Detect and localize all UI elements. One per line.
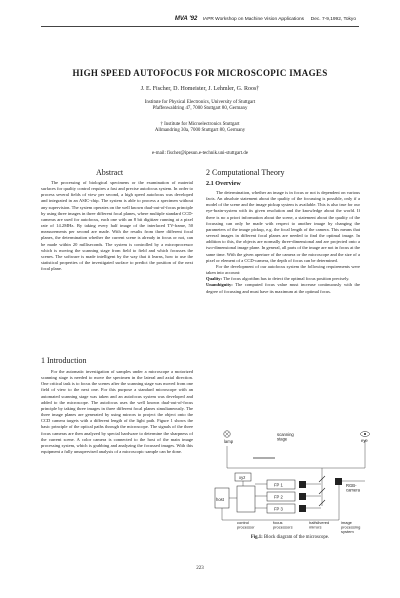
page-number: 223 <box>196 566 204 571</box>
section2-heading: 2 Computational Theory <box>206 168 285 177</box>
figure-label-line: processors <box>273 524 293 530</box>
running-header <box>175 16 356 22</box>
figure-label-line: mirrors <box>309 524 322 530</box>
control-processor-label: control processor <box>237 520 255 530</box>
figure-label-line: processing <box>341 524 361 530</box>
eye-pupil <box>364 433 366 435</box>
abstract-body <box>41 180 193 272</box>
quality-text: The focus algorithm has to detect the optimal focus position precisely. <box>223 276 350 282</box>
affiliation-2-line-1: † Institute for Microelectronics Stuttgart <box>160 122 240 127</box>
figure-label-line: camera <box>346 487 360 493</box>
rgb-camera-icon <box>335 478 342 485</box>
venue-full: IAPR Workshop on Machine Vision Applications <box>202 17 305 22</box>
affiliation-1 <box>0 100 400 113</box>
figure-caption-text: Block diagram of the microscope. <box>263 535 330 540</box>
xyz-label: xyz <box>239 475 246 480</box>
eye-label: eye <box>361 438 368 443</box>
affiliation-1-line-1: Institute for Physical Electronics, University of Stuttgart <box>144 100 256 105</box>
affiliation-1-line-2: Pfaffenwaldring 47, 7000 Stuttgart 80, Germany <box>152 106 248 112</box>
control-processor-box <box>237 486 255 512</box>
abstract-heading: Abstract <box>96 168 124 177</box>
header-rule <box>41 26 359 27</box>
section2-body <box>206 190 360 295</box>
host-label: host <box>216 497 224 502</box>
paper-authors: J. E. Fischer, D. Homeister, J. Lehmler, G. Roos† <box>140 86 260 92</box>
quality-label: Quality: <box>206 276 223 282</box>
venue-short: MVA '92 <box>174 16 198 22</box>
introduction-text: For the automatic investigation of samples under a microscope a motorized scanning stage is needed to move the specimen in the lateral and axial direction. One critical task is to focus the scenes after the scanning stage was moved from one field of view to the next one. For this purpose a standard microscope with an automated scanning stage was taken and an autofocus system was developed and added to the microscope. The autofocus uses the well known dual-out-of-focus principle by taking three images in three different focal planes simultaneously. The three image planes are generated by using mirrors to project the object onto the CCD camera targets with a different length of the light path. Figure 1 shows the basic principle of the optical paths through the microscope. The signals of the three focus cameras are then analyzed by special hardware to determine the sharpness of the current scene. A color camera is connected to the host of the main image processing system, which is grabbing and analyzing the focussed images. With this equipment a fully unsupervised analysis of a microscopic sample can be done. <box>41 369 193 455</box>
image-processing-label: image processing system <box>341 520 361 534</box>
fp2-label: FP 2 <box>274 494 283 500</box>
section2-subheading: 2.1 Overview <box>206 180 241 187</box>
introduction-heading: 1 Introduction <box>41 356 87 365</box>
focus-camera-1 <box>299 481 306 488</box>
section2-para1: The determination, whether an image is in focus or not is dependent on various facts. An absolute statement about the quality of the focussing is possible, only if a model of the scene and the image pickup system is available. This is also true for our eye-brain-system with its given resolution and the knowledge about the world. If there is no a priori information about the scene, a statement about the quality of the focussing can only be made with respect to another image by changing the parameters of the image pickup, e.g. the focal length of the camera. This means that several images in different focal planes are needed to find the optimal image. In addition to this, the objects are normally three-dimensional and are projected onto a two-dimensional image plane. In general, all parts of the image are not in focus at the same time. With the given aperture of the camera or the microscope and the size of a pixel or element of a CCD-camera, the depth of focus can be determined. <box>206 190 360 263</box>
figure-caption-number: Fig.1: <box>250 535 263 540</box>
figure-1 <box>213 428 373 534</box>
rgb-camera-label: RGB- camera <box>346 483 360 493</box>
fp3-label: FP 3 <box>274 506 283 512</box>
figure-caption <box>205 535 375 540</box>
figure-label-line: processor <box>237 524 255 530</box>
paper-title: HIGH SPEED AUTOFOCUS FOR MICROSCOPIC IMAGES <box>72 68 328 78</box>
focus-processors-label: focus processors <box>273 520 293 530</box>
focus-camera-2 <box>299 493 306 500</box>
figure-label-line: system <box>341 528 354 534</box>
halfsilvered-mirrors-label: halfsilvered mirrors <box>309 520 330 530</box>
unambiguity-text: The computed focus value must increase continuously with the degree of focussing and must have its maximum at the optimal focus. <box>206 282 360 294</box>
venue-date-place: Dec. 7-9,1992, Tokyo <box>310 17 356 22</box>
abstract-text: The processing of biological specimens or the examination of material surfaces for quality control requires a fast and precise autofocus system. In order to process several fields of view per second, a high speed autofocus was developed and integrated in an ASIC-chip. The system is able to process a specimen without any supervision. The system operates on the well known dual-out-of-focus principle by using three images in three different focal planes, where multiple standard CCD-cameras are used for autofocus, each one with an 8 bit digitizer running at a pixel rate of 14.2MHz. By taking every half image of the interlaced TV-frame, 50 measurements per second are made. With the results from three different focal planes, the determination whether the current scene is already in focus or not, can be made within 20 milliseconds. The system is controlled by a microprocessor which is moving the scanning stage from field to field and which focusses the scenes. The software is made intelligent by the way that it learns, how to use the statistical properties of the investigated surface to predict the position of the next focal plane. <box>41 180 193 272</box>
fp1-label: FP 1 <box>274 482 283 488</box>
requirement-unambiguity <box>206 282 360 294</box>
unambiguity-label: Unambiguity: <box>206 282 233 288</box>
introduction-body <box>41 369 193 455</box>
microscope-block-diagram <box>213 428 373 534</box>
affiliation-2 <box>0 122 400 135</box>
figure-label-line: stage <box>277 436 288 442</box>
focus-camera-3 <box>299 505 306 512</box>
scanning-stage-label: scanning stage <box>277 432 294 442</box>
affiliation-2-line-2: Allmandring 30a, 7000 Stuttgart 80, Germany <box>154 128 246 134</box>
section2-para2: For the development of our autofocus system the following requirements were taken into account: <box>206 263 360 276</box>
contact-email: e-mail: fischer@ipesun.e-technik.uni-stuttgart.de <box>151 151 249 156</box>
lamp-label: lamp <box>224 439 234 444</box>
